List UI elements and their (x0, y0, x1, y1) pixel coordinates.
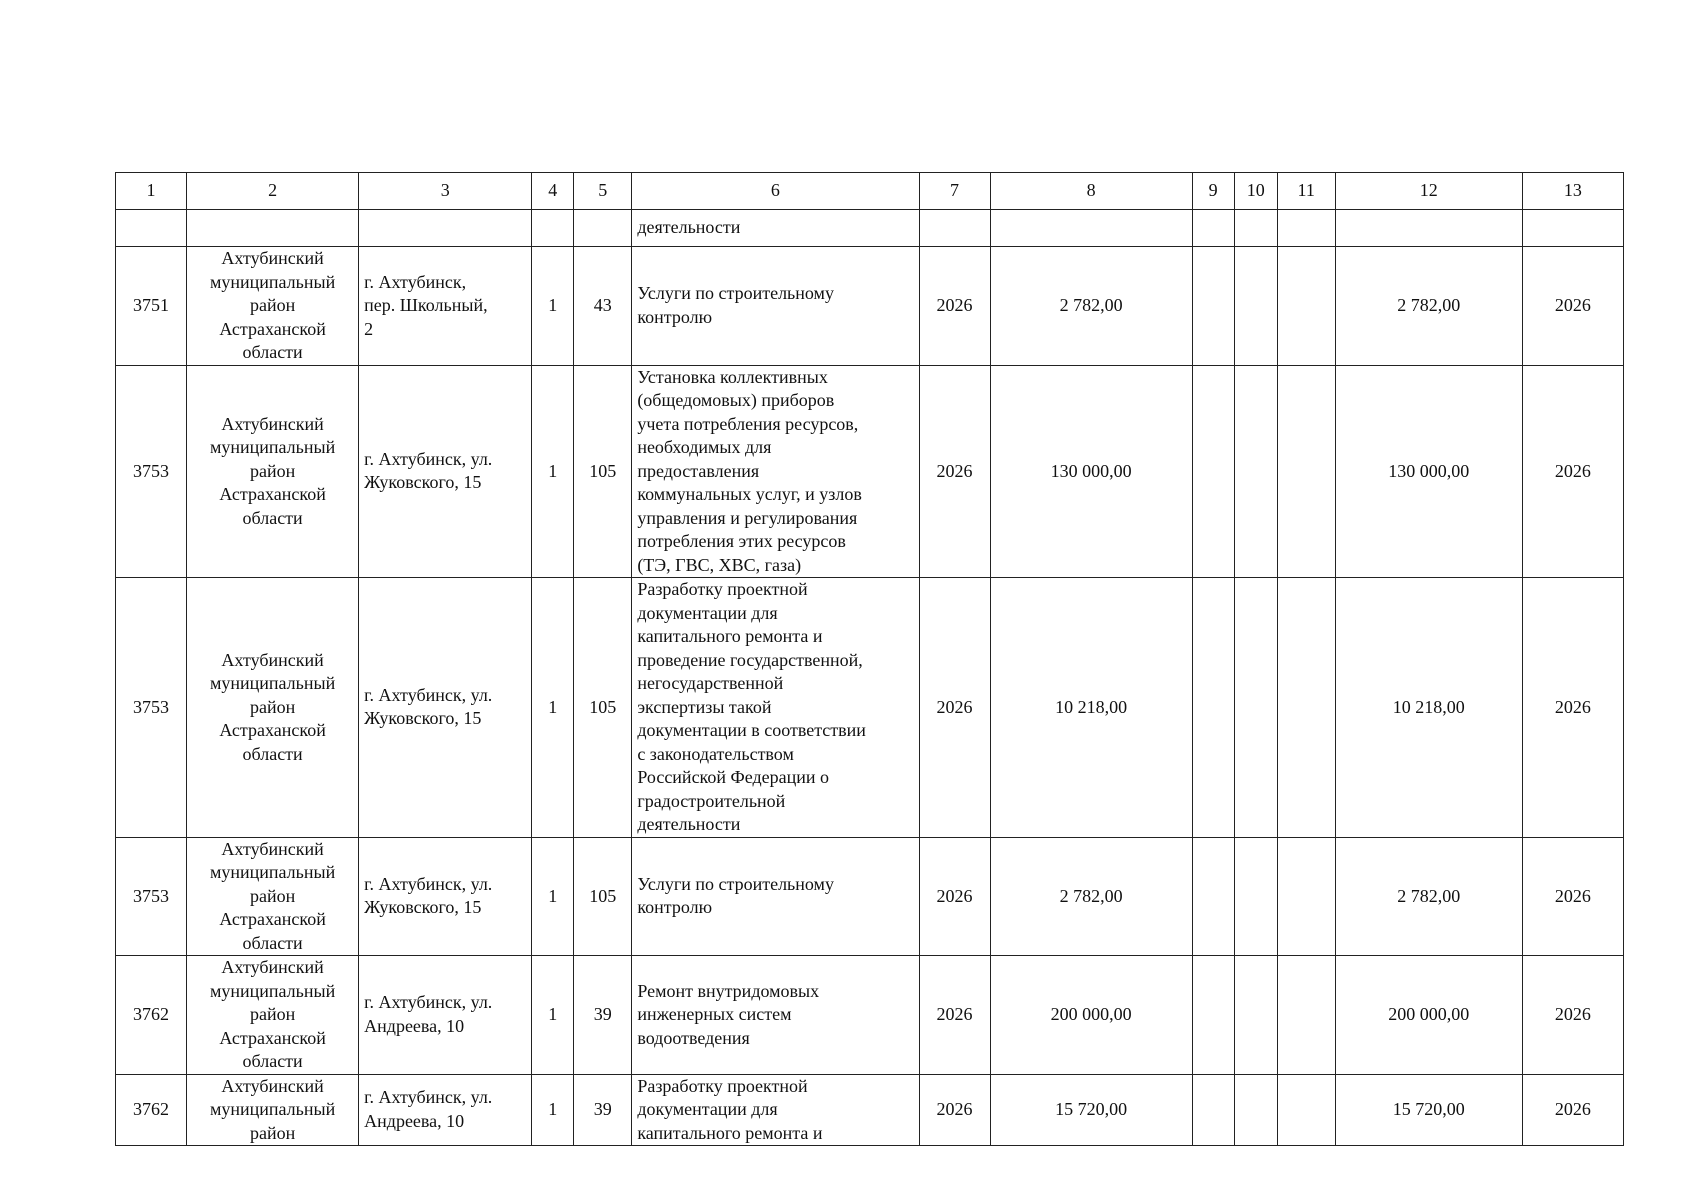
work-description-cell: деятельности (632, 210, 919, 247)
column-header: 5 (574, 173, 632, 210)
table-cell (1277, 365, 1335, 578)
table-cell (919, 210, 990, 247)
column-header: 3 (359, 173, 532, 210)
year-cell: 2026 (1522, 1074, 1623, 1146)
column-header: 8 (990, 173, 1192, 210)
table-row (116, 837, 1624, 956)
column-header: 13 (1522, 173, 1623, 210)
table-cell (1277, 1074, 1335, 1146)
municipality-cell: Ахтубинский муниципальный район (187, 1074, 359, 1146)
house-id-cell: 3753 (116, 578, 187, 838)
table-cell (1192, 956, 1234, 1075)
year-cell: 2026 (919, 1074, 990, 1146)
year-cell: 2026 (919, 956, 990, 1075)
cost-cell: 2 782,00 (1335, 837, 1522, 956)
table-cell (1234, 837, 1277, 956)
house-id-cell: 3753 (116, 365, 187, 578)
address-cell: г. Ахтубинск, ул. Жуковского, 15 (359, 837, 532, 956)
address-cell: г. Ахтубинск, ул. Жуковского, 15 (359, 578, 532, 838)
table-cell (1234, 365, 1277, 578)
table-cell: 105 (574, 837, 632, 956)
work-description-cell: Услуги по строительному контролю (632, 837, 919, 956)
table-cell (990, 210, 1192, 247)
year-cell: 2026 (919, 365, 990, 578)
table-cell (359, 210, 532, 247)
table-cell (1234, 578, 1277, 838)
address-cell: г. Ахтубинск, ул. Андреева, 10 (359, 956, 532, 1075)
cost-cell: 2 782,00 (1335, 247, 1522, 366)
table-cell (1234, 247, 1277, 366)
address-cell: г. Ахтубинск, ул. Жуковского, 15 (359, 365, 532, 578)
table-cell: 39 (574, 956, 632, 1075)
work-description-cell: Установка коллективных (общедомовых) приборов учета потребления ресурсов, необходимых для предоставления коммунальных услуг, и узлов управления и регулирования потребления этих ресурсов (ТЭ, ГВС, ХВС, газа) (632, 365, 919, 578)
house-id-cell: 3762 (116, 956, 187, 1075)
municipality-cell: Ахтубинский муниципальный район Астраханской области (187, 578, 359, 838)
work-description-cell: Разработку проектной документации для капитального ремонта и проведение государственной, негосударственной экспертизы такой документации в соответствии с законодательством Российской Федерации о градостроительной деятельности (632, 578, 919, 838)
municipality-cell: Ахтубинский муниципальный район Астраханской области (187, 247, 359, 366)
table-cell (1234, 210, 1277, 247)
table-cell: 39 (574, 1074, 632, 1146)
table-cell (1192, 247, 1234, 366)
column-header: 9 (1192, 173, 1234, 210)
table-cell: 105 (574, 365, 632, 578)
table-cell (1335, 210, 1522, 247)
cost-cell: 130 000,00 (990, 365, 1192, 578)
cost-cell: 10 218,00 (1335, 578, 1522, 838)
table-cell (1192, 210, 1234, 247)
table-cell (1234, 956, 1277, 1075)
cost-cell: 2 782,00 (990, 247, 1192, 366)
column-header: 1 (116, 173, 187, 210)
house-id-cell: 3762 (116, 1074, 187, 1146)
table-cell (1192, 837, 1234, 956)
table-cell (1234, 1074, 1277, 1146)
work-description-cell: Разработку проектной документации для капитального ремонта и (632, 1074, 919, 1146)
column-header: 2 (187, 173, 359, 210)
table-cell: 43 (574, 247, 632, 366)
table-row (116, 578, 1624, 838)
municipality-cell: Ахтубинский муниципальный район Астраханской области (187, 365, 359, 578)
cost-cell: 130 000,00 (1335, 365, 1522, 578)
table-cell (1277, 247, 1335, 366)
house-id-cell: 3753 (116, 837, 187, 956)
table-cell (1192, 365, 1234, 578)
table-row (116, 365, 1624, 578)
table-row (116, 1074, 1624, 1146)
table-row (116, 247, 1624, 366)
year-cell: 2026 (919, 578, 990, 838)
table-cell: 105 (574, 578, 632, 838)
work-description-cell: Услуги по строительному контролю (632, 247, 919, 366)
municipality-cell: Ахтубинский муниципальный район Астраханской области (187, 956, 359, 1075)
table-cell (574, 210, 632, 247)
table-cell (1277, 578, 1335, 838)
table-cell: 1 (532, 1074, 574, 1146)
carry-over-row (116, 210, 1624, 247)
table-cell: 1 (532, 578, 574, 838)
municipality-cell: Ахтубинский муниципальный район Астраханской области (187, 837, 359, 956)
table-cell (532, 210, 574, 247)
column-header: 7 (919, 173, 990, 210)
address-cell: г. Ахтубинск, пер. Школьный, 2 (359, 247, 532, 366)
year-cell: 2026 (1522, 956, 1623, 1075)
column-header: 10 (1234, 173, 1277, 210)
year-cell: 2026 (919, 837, 990, 956)
work-description-cell: Ремонт внутридомовых инженерных систем водоотведения (632, 956, 919, 1075)
cost-cell: 200 000,00 (1335, 956, 1522, 1075)
table-cell (1192, 578, 1234, 838)
year-cell: 2026 (1522, 247, 1623, 366)
column-header: 4 (532, 173, 574, 210)
year-cell: 2026 (919, 247, 990, 366)
table-cell (1277, 210, 1335, 247)
year-cell: 2026 (1522, 365, 1623, 578)
house-id-cell: 3751 (116, 247, 187, 366)
column-header: 11 (1277, 173, 1335, 210)
table-cell (1192, 1074, 1234, 1146)
table-cell (187, 210, 359, 247)
year-cell: 2026 (1522, 578, 1623, 838)
column-header: 12 (1335, 173, 1522, 210)
cost-cell: 2 782,00 (990, 837, 1192, 956)
cost-cell: 200 000,00 (990, 956, 1192, 1075)
address-cell: г. Ахтубинск, ул. Андреева, 10 (359, 1074, 532, 1146)
header-row (116, 173, 1624, 210)
cost-cell: 10 218,00 (990, 578, 1192, 838)
table-cell (116, 210, 187, 247)
table-row (116, 956, 1624, 1075)
table-cell: 1 (532, 247, 574, 366)
table-cell (1277, 956, 1335, 1075)
cost-cell: 15 720,00 (1335, 1074, 1522, 1146)
column-header: 6 (632, 173, 919, 210)
table-cell: 1 (532, 837, 574, 956)
table-cell (1522, 210, 1623, 247)
table-cell: 1 (532, 365, 574, 578)
table-cell: 1 (532, 956, 574, 1075)
table-cell (1277, 837, 1335, 956)
document-table (115, 172, 1624, 1146)
year-cell: 2026 (1522, 837, 1623, 956)
cost-cell: 15 720,00 (990, 1074, 1192, 1146)
